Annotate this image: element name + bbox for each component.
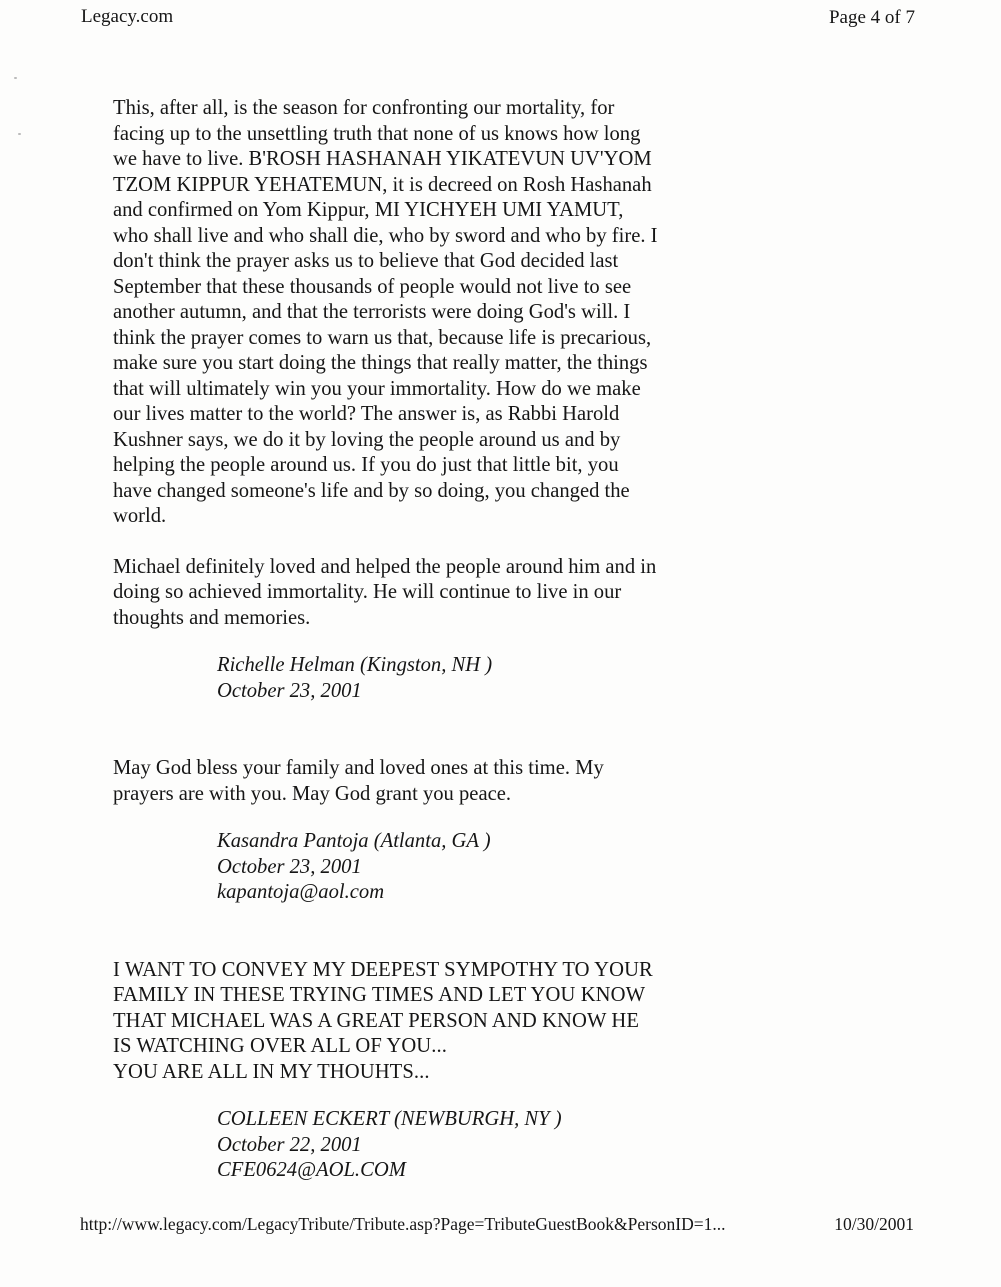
signer-name: Richelle Helman (Kingston, NH ) [217, 654, 493, 676]
signed-date: October 22, 2001 [217, 1133, 362, 1156]
signed-date: October 23, 2001 [217, 855, 362, 878]
entry-message: I WANT TO CONVEY MY DEEPEST SYMPOTHY TO YOUR FAMILY IN THESE TRYING TIMES AND LET YOU KNOW THAT MICHAEL WAS A GREAT PERSON AND KNOW HE IS WATCHING OVER ALL OF YOU... YOU ARE ALL IN MY THOUHTS... [113, 958, 653, 1083]
entry-message: May God bless your family and loved ones at this time. My prayers are with you. May God grant you peace. [113, 757, 604, 805]
entry-signature [217, 829, 753, 906]
scan-speck [14, 77, 17, 79]
signer-name: Kasandra Pantoja (Atlanta, GA ) [217, 830, 491, 852]
signer-name: COLLEEN ECKERT (NEWBURGH, NY ) [217, 1108, 562, 1130]
signed-date: October 23, 2001 [217, 679, 362, 702]
entry-signature [217, 653, 753, 704]
header-page-number: Page 4 of 7 [828, 7, 915, 28]
entry-signature [217, 1107, 753, 1184]
signer-email: CFE0624@AOL.COM [217, 1159, 406, 1181]
entry-message: This, after all, is the season for confronting our mortality, for facing up to the unsettling truth that none of us knows how long we have to live. B'ROSH HASHANAH YIKATEVUN UV'YOM TZOM KIPPUR YEHATEMUN, it is decreed on Rosh Hashanah and confirmed on Yom Kippur, MI YICHYEH UMI YAMUT, who shall live and who shall die, who by sword and who by fire. I don't think the prayer asks us to believe that God decided last September that these thousands of people would not live to see another autumn, and that the terrorists were doing God's will. I think the prayer comes to warn us that, because life is precarious, make sure you start doing the things that really matter, the things that will ultimately win you your immortality. How do we make our lives matter to the world? The answer is, as Rabbi Harold Kushner says, we do it by loving the people around us and by helping the people around us. If you do just that little bit, you have changed someone's life and by so doing, you changed the world. [113, 97, 658, 527]
scan-speck [18, 133, 21, 135]
footer-print-date: 10/30/2001 [834, 1214, 914, 1234]
guestbook-content [113, 96, 753, 1184]
signer-email: kapantoja@aol.com [217, 881, 385, 903]
header-site-name: Legacy.com [81, 6, 174, 27]
guestbook-entry [113, 958, 753, 1184]
footer-url: http://www.legacy.com/LegacyTribute/Tribute.asp?Page=TributeGuestBook&PersonID=1... [80, 1214, 726, 1234]
entry-message: Michael definitely loved and helped the people around him and in doing so achieved immortality. He will continue to live in our thoughts and memories. [113, 555, 657, 629]
guestbook-entry [113, 756, 753, 906]
guestbook-entry [113, 96, 753, 704]
